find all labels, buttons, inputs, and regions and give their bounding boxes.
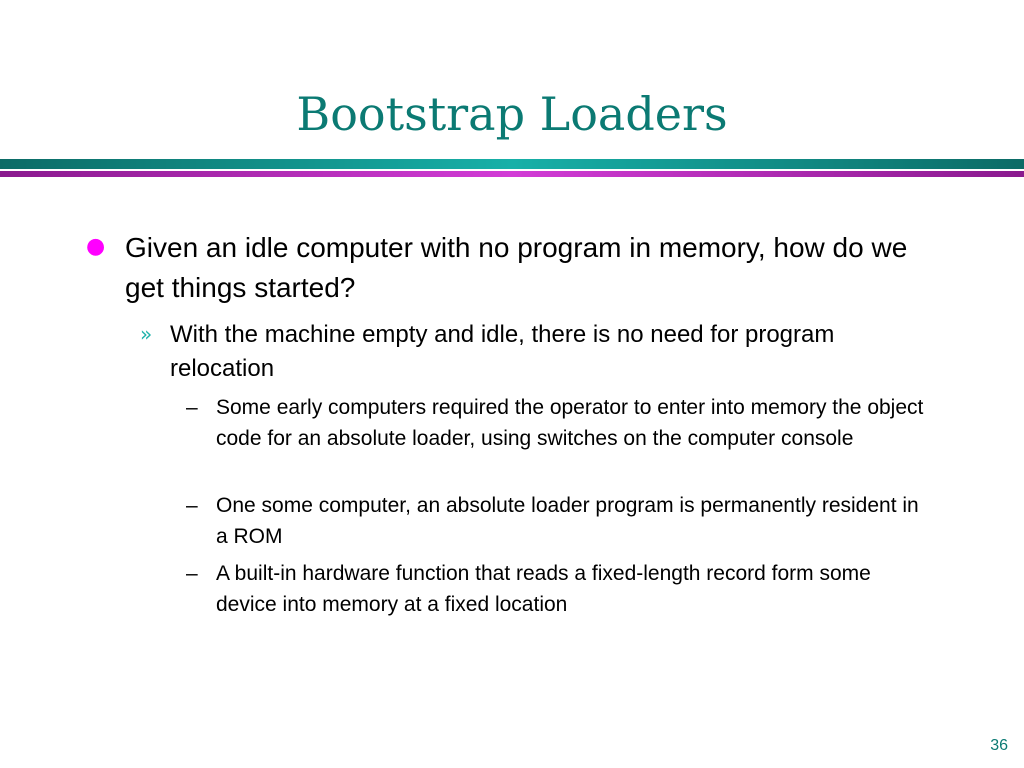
level3-dash-icon: – — [186, 562, 198, 585]
bullet-level1-text: Given an idle computer with no program in memory, how do we get things started? — [125, 232, 908, 303]
bullet-level3-text: One some computer, an absolute loader program is permanently resident in a ROM — [216, 494, 919, 548]
level3-dash-icon: – — [186, 494, 198, 517]
level3-dash-icon: – — [186, 396, 198, 419]
bullet-level3-text: A built-in hardware function that reads a fixed-length record form some device into memory at a fixed location — [216, 562, 871, 616]
title-rule-magenta — [0, 171, 1024, 177]
title-rule-teal — [0, 159, 1024, 169]
bullet-level3-text: Some early computers required the operator to enter into memory the object code for an absolute loader, using switches on the computer console — [216, 396, 924, 450]
page-number: 36 — [990, 737, 1008, 754]
bullet-level2-text: With the machine empty and idle, there is no need for program relocation — [170, 321, 835, 382]
level1-bullet-icon: ● — [86, 234, 106, 259]
slide-title: Bootstrap Loaders — [296, 87, 728, 141]
level2-bullet-icon: » — [140, 322, 153, 346]
